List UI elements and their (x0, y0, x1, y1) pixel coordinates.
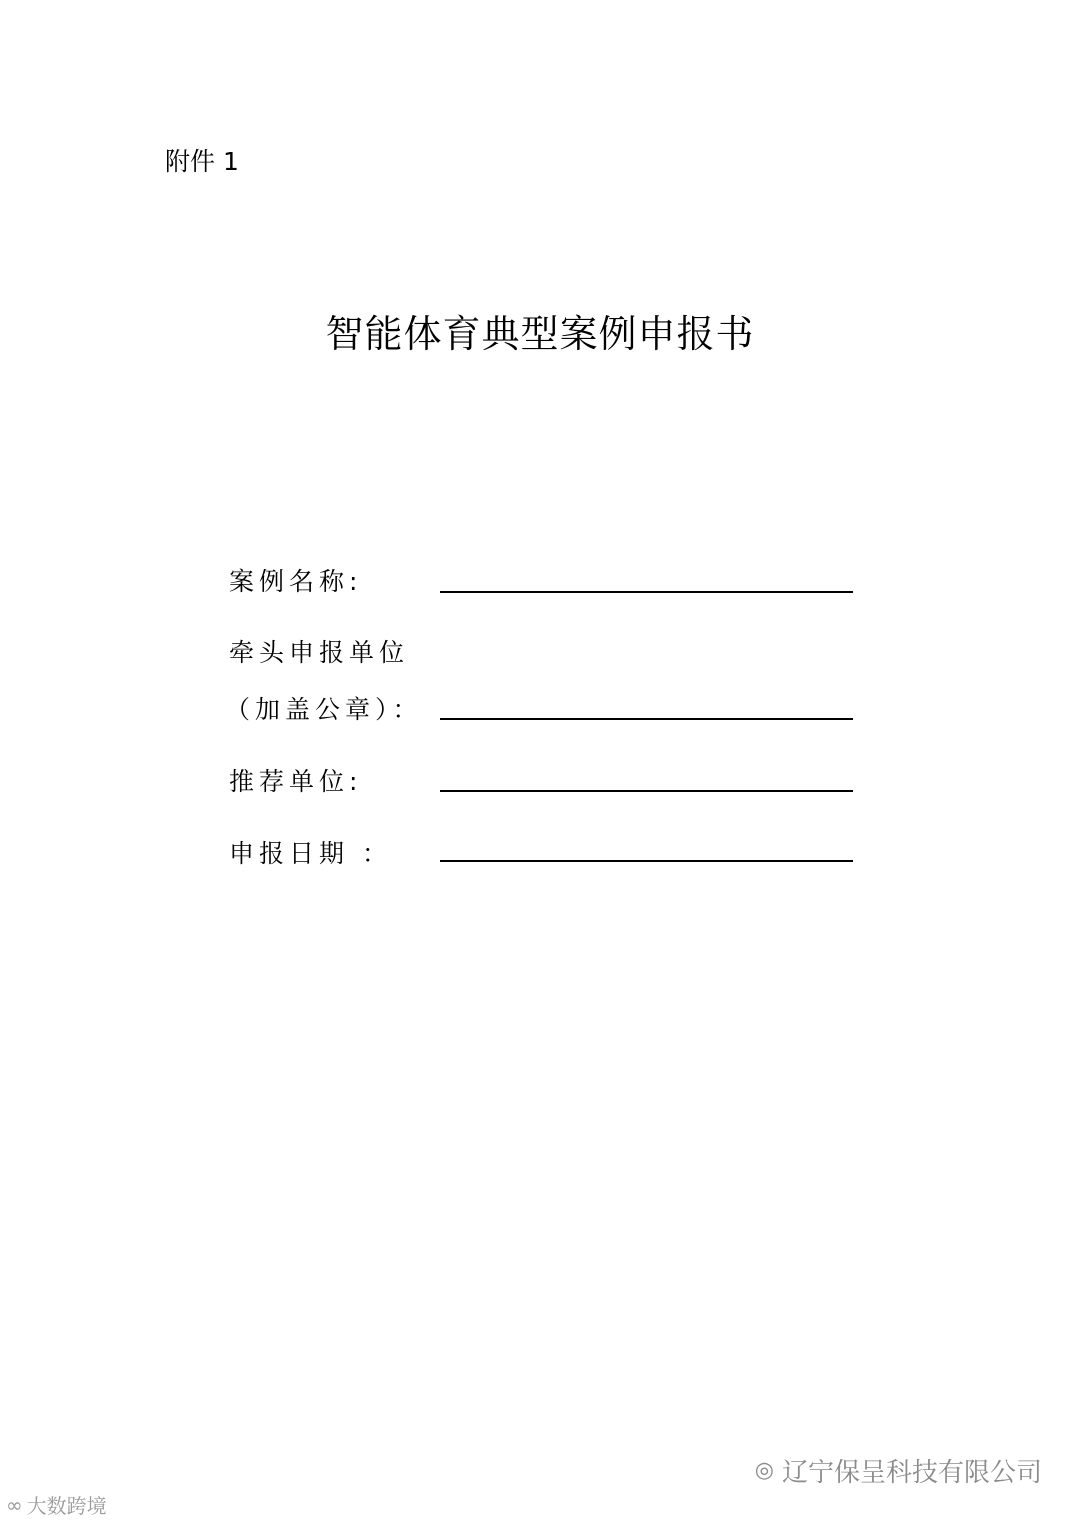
lead-unit-label: 牵头申报单位 (229, 638, 410, 667)
recommend-unit-label: 推荐单位: (229, 767, 363, 796)
brand-watermark-text: 大数跨境 (26, 1494, 107, 1518)
company-watermark (755, 1452, 1042, 1489)
lead-unit-blank-line (440, 718, 853, 720)
brand-logo-icon: ∞ (6, 1492, 23, 1517)
declare-date-label: 申报日期 ： (229, 839, 392, 868)
case-name-blank-line (440, 591, 853, 593)
company-watermark-text: 辽宁保呈科技有限公司 (781, 1458, 1042, 1488)
case-name-label: 案例名称: (229, 567, 363, 596)
declare-date-blank-line (440, 860, 853, 862)
lead-unit-seal-label: （加盖公章）： (225, 695, 423, 724)
recommend-unit-blank-line (440, 790, 853, 792)
document-title: 智能体育典型案例申报书 (325, 312, 755, 356)
wechat-icon: ◎ (754, 1458, 774, 1483)
annex-label: 附件 1 (165, 147, 239, 176)
brand-watermark (6, 1490, 107, 1519)
